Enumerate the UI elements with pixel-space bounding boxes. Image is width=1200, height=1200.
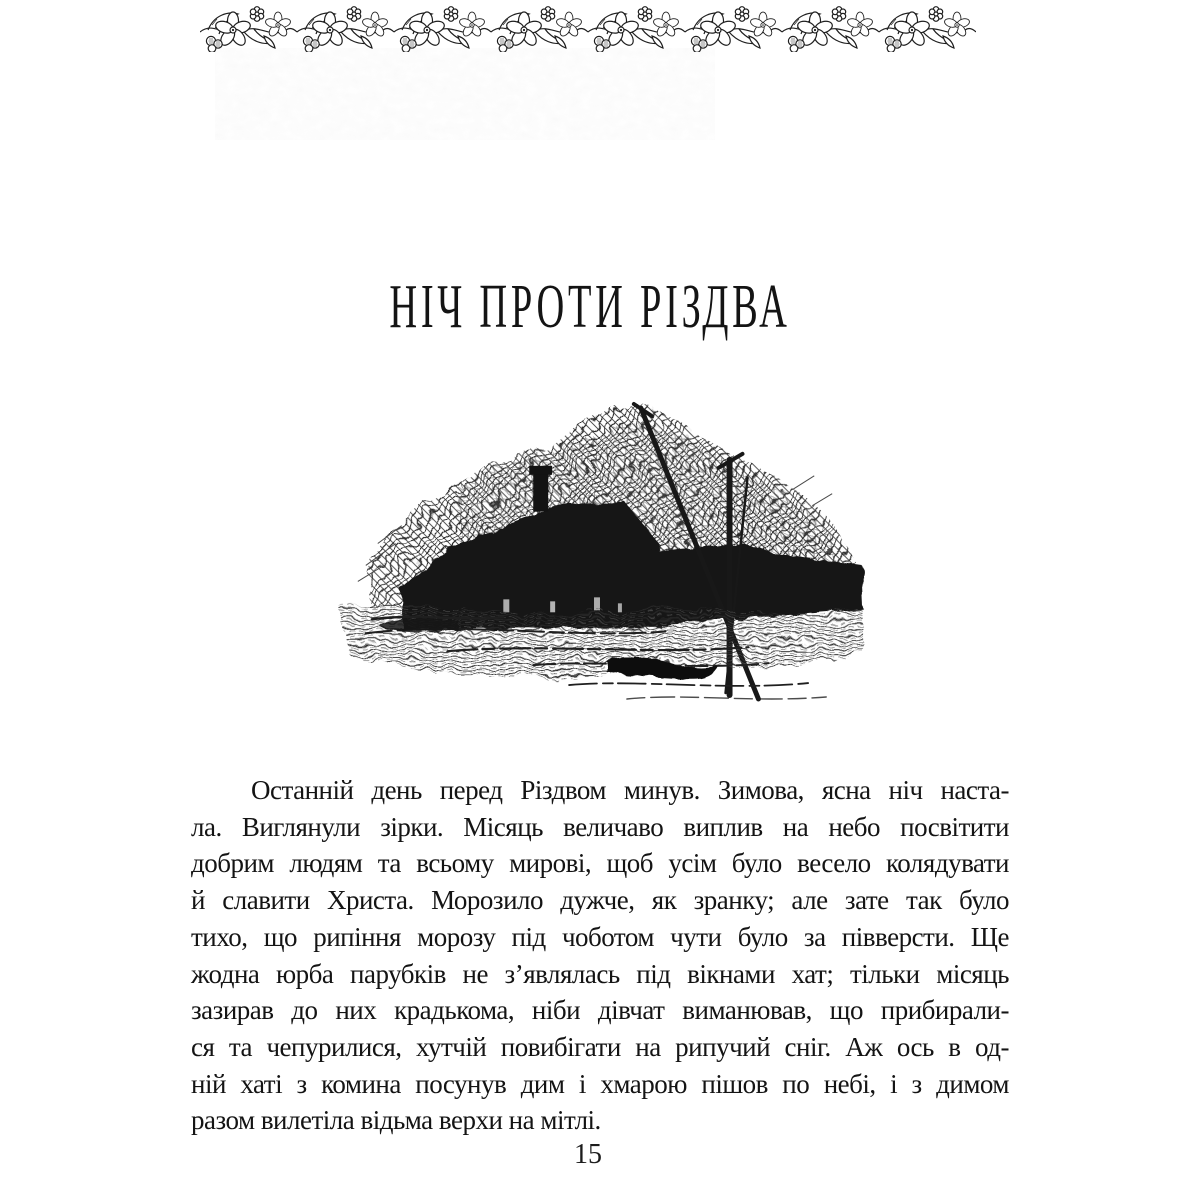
- body-line: тихо, що рипіння морозу під чоботом чути було за півверсти. Ще: [191, 921, 1009, 952]
- body-line: зазирав до них крадькома, ніби дівчат виманював, що прибирали-: [191, 995, 1009, 1026]
- floral-garland-border-icon: [200, 4, 976, 52]
- body-line: ся та чепурилися, хутчій повибігати на рипучий сніг. Аж ось в од-: [191, 1031, 1009, 1062]
- chapter-illustration: [308, 394, 888, 716]
- body-line: разом вилетіла відьма верхи на мітлі.: [191, 1105, 601, 1136]
- body-line: ній хаті з комина посунув дим і хмарою пішов по небі, і з димом: [191, 1068, 1009, 1099]
- chapter-title: НІЧ ПРОТИ РІЗДВА: [389, 273, 791, 341]
- body-line: жодна юрба парубків не з’являлась під вікнами хат; тільки місяць: [191, 958, 1009, 989]
- body-line: ла. Виглянули зірки. Місяць величаво виплив на небо посвітити: [191, 811, 1009, 842]
- body-line: й славити Христа. Морозило дужче, як зранку; але зате так було: [191, 885, 1009, 916]
- page-number: 15: [574, 1139, 602, 1170]
- body-line: добрим людям та всьому мирові, щоб усім було весело колядувати: [191, 848, 1009, 879]
- night-village-engraving-icon: [308, 394, 886, 713]
- body-line: Останній день перед Різдвом минув. Зимова, ясна ніч наста-: [251, 775, 1009, 805]
- page-showthrough-artifact: [215, 48, 715, 140]
- body-paragraph: [191, 772, 1009, 1139]
